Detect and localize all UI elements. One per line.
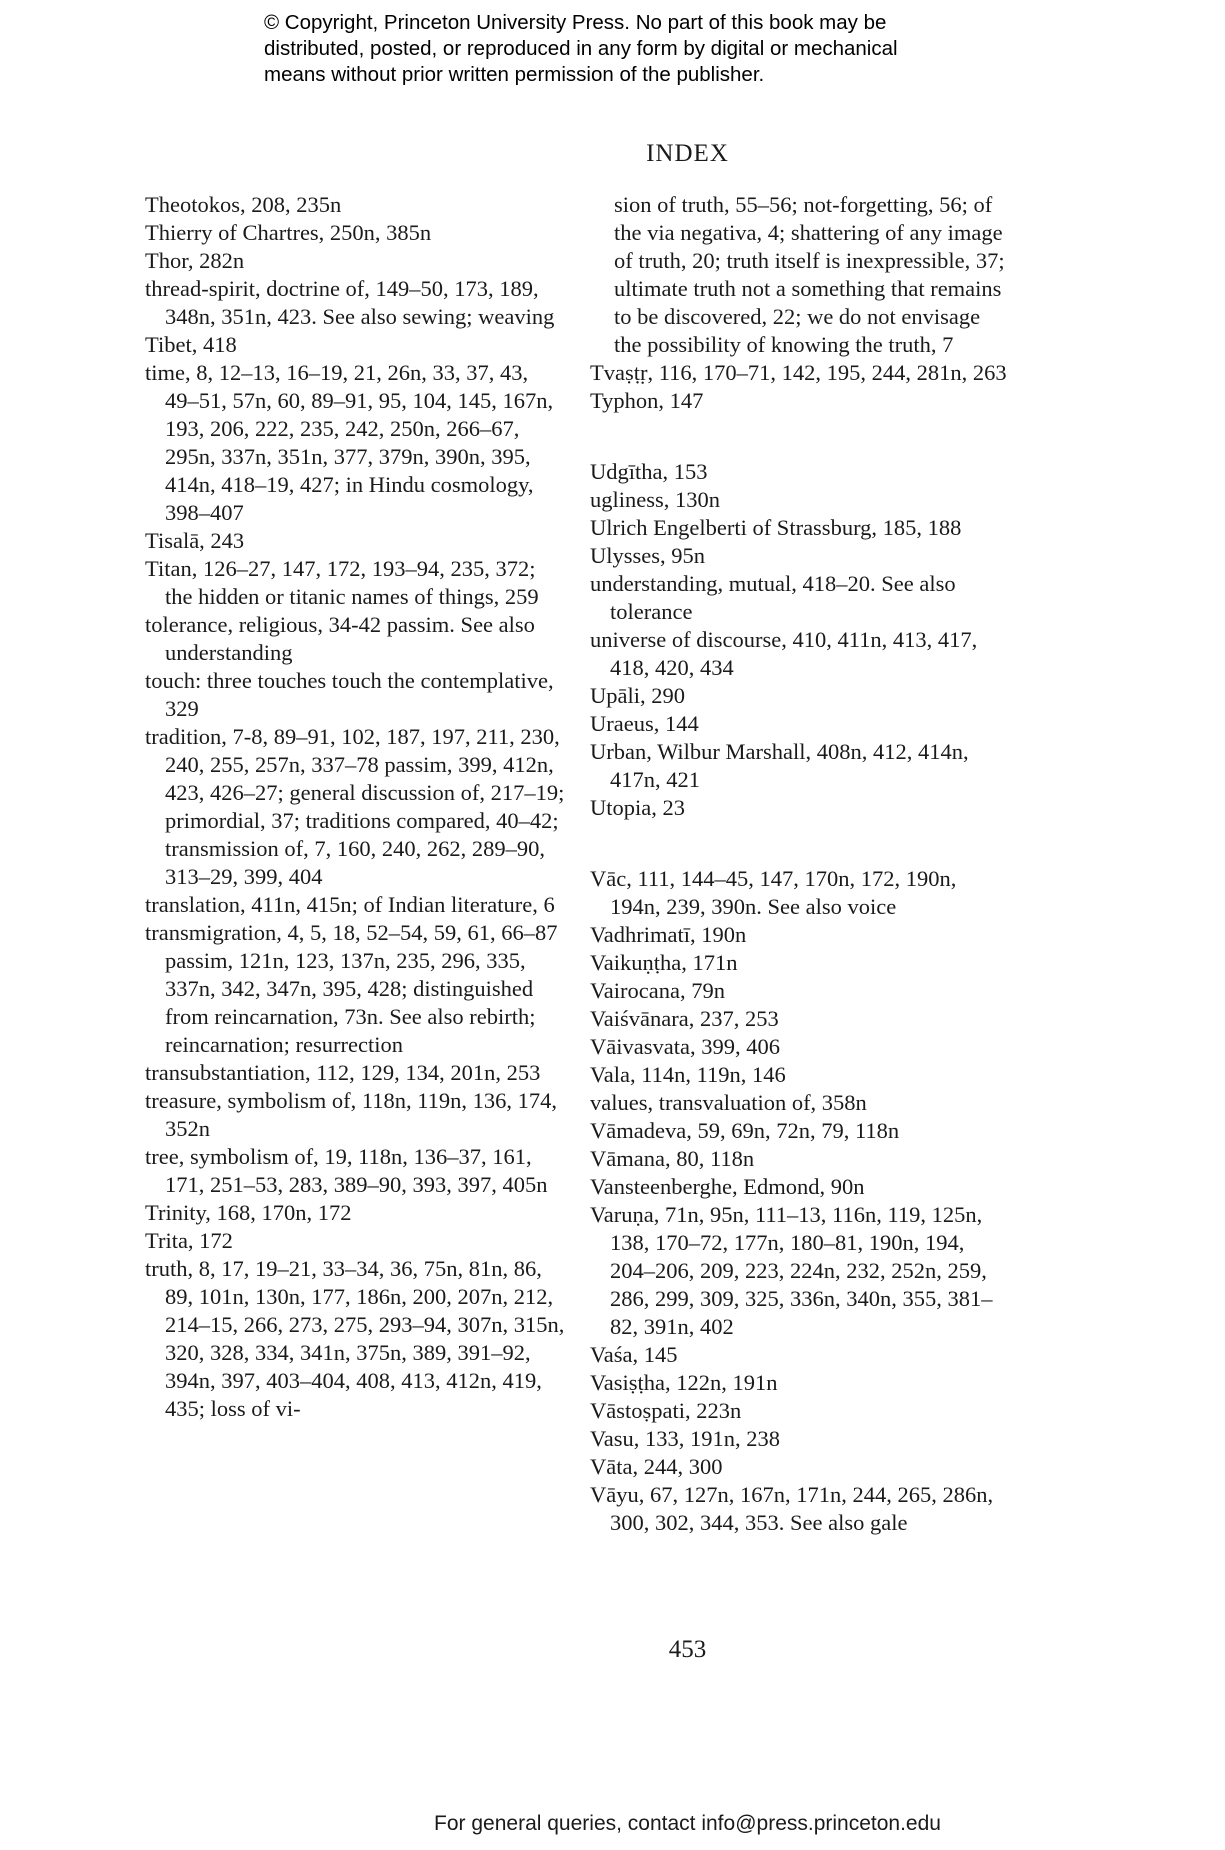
page-title: INDEX bbox=[646, 140, 729, 167]
index-entry: Vāta, 244, 300 bbox=[590, 1454, 723, 1479]
index-entry: Uraeus, 144 bbox=[590, 711, 699, 736]
index-entry: Trita, 172 bbox=[145, 1228, 233, 1253]
index-entry: Vasu, 133, 191n, 238 bbox=[590, 1426, 780, 1451]
copyright-line: distributed, posted, or reproduced in any form by digital or mechanical bbox=[264, 37, 898, 60]
index-entry-continuation: sion of truth, 55–56; not-forgetting, 56; of the via negativa, 4; shattering of any image of truth, 20; truth itself is inexpressible, 37; ultimate truth not a something that remains to be discovered, 22; we do not envisage the possibility of knowing the truth, 7 bbox=[614, 192, 1005, 357]
index-entry: treasure, symbolism of, 118n, 119n, 136, 174, 352n bbox=[145, 1088, 558, 1141]
index-entry: Tibet, 418 bbox=[145, 332, 237, 357]
footer-contact: For general queries, contact info@press.princeton.edu bbox=[434, 1812, 941, 1835]
index-entry: touch: three touches touch the contemplative, 329 bbox=[145, 668, 554, 721]
copyright-line: means without prior written permission of the publisher. bbox=[264, 63, 765, 86]
index-column-right bbox=[590, 191, 1010, 1537]
index-entry: Vaiśvānara, 237, 253 bbox=[590, 1006, 779, 1031]
index-entry: Vāmadeva, 59, 69n, 72n, 79, 118n bbox=[590, 1118, 900, 1143]
index-entry: Thor, 282n bbox=[145, 248, 245, 273]
index-entry: values, transvaluation of, 358n bbox=[590, 1090, 867, 1115]
index-entry: Thierry of Chartres, 250n, 385n bbox=[145, 220, 432, 245]
letter-group-break bbox=[590, 822, 1010, 865]
index-entry: Ulysses, 95n bbox=[590, 543, 706, 568]
index-entry: Vansteenberghe, Edmond, 90n bbox=[590, 1174, 865, 1199]
index-entry: Tvaṣṭṛ, 116, 170–71, 142, 195, 244, 281n, 263 bbox=[590, 360, 1007, 385]
index-entry: Vāc, 111, 144–45, 147, 170n, 172, 190n, 194n, 239, 390n. See also voice bbox=[590, 866, 957, 919]
index-entry: universe of discourse, 410, 411n, 413, 417, 418, 420, 434 bbox=[590, 627, 978, 680]
index-entry: Vāivasvata, 399, 406 bbox=[590, 1034, 780, 1059]
index-entry: Vaikuṇṭha, 171n bbox=[590, 950, 738, 975]
index-entry: Ulrich Engelberti of Strassburg, 185, 188 bbox=[590, 515, 962, 540]
index-entry: Typhon, 147 bbox=[590, 388, 704, 413]
index-entry: transmigration, 4, 5, 18, 52–54, 59, 61, 66–87 passim, 121n, 123, 137n, 235, 296, 335, 337n, 342, 347n, 395, 428; distinguished from reincarnation, 73n. See also rebirth; reincarnation; resurrection bbox=[145, 920, 558, 1057]
index-entry: translation, 411n, 415n; of Indian literature, 6 bbox=[145, 892, 555, 917]
index-entry: Utopia, 23 bbox=[590, 795, 685, 820]
index-entry: Vadhrimatī, 190n bbox=[590, 922, 747, 947]
copyright-notice bbox=[264, 10, 1024, 88]
index-entry: truth, 8, 17, 19–21, 33–34, 36, 75n, 81n, 86, 89, 101n, 130n, 177, 186n, 200, 207n, 212, 214–15, 266, 273, 275, 293–94, 307n, 315n, 320, 328, 334, 341n, 375n, 389, 391–92, 394n, 397, 403–404, 408, 413, 412n, 419, 435; loss of vi- bbox=[145, 1256, 565, 1421]
index-entry: tolerance, religious, 34-42 passim. See also understanding bbox=[145, 612, 535, 665]
index-entry: Vasiṣṭha, 122n, 191n bbox=[590, 1370, 778, 1395]
index-entry: Vāstoṣpati, 223n bbox=[590, 1398, 742, 1423]
index-entry: tree, symbolism of, 19, 118n, 136–37, 161, 171, 251–53, 283, 389–90, 393, 397, 405n bbox=[145, 1144, 548, 1197]
letter-group-break bbox=[590, 415, 1010, 458]
index-entry: Vāyu, 67, 127n, 167n, 171n, 244, 265, 286n, 300, 302, 344, 353. See also gale bbox=[590, 1482, 994, 1535]
index-entry: Titan, 126–27, 147, 172, 193–94, 235, 372; the hidden or titanic names of things, 259 bbox=[145, 556, 539, 609]
index-entry: Udgītha, 153 bbox=[590, 459, 708, 484]
index-entry: Vala, 114n, 119n, 146 bbox=[590, 1062, 786, 1087]
page-number: 453 bbox=[668, 1636, 707, 1663]
index-entry: Urban, Wilbur Marshall, 408n, 412, 414n, 417n, 421 bbox=[590, 739, 969, 792]
index-entry: ugliness, 130n bbox=[590, 487, 721, 512]
index-entry: Vairocana, 79n bbox=[590, 978, 725, 1003]
index-entry: transubstantiation, 112, 129, 134, 201n, 253 bbox=[145, 1060, 541, 1085]
index-entry: Varuṇa, 71n, 95n, 111–13, 116n, 119, 125n, 138, 170–72, 177n, 180–81, 190n, 194, 204–206, 209, 223, 224n, 232, 252n, 259, 286, 299, 309, 325, 336n, 340n, 355, 381–82, 391n, 402 bbox=[590, 1202, 993, 1339]
index-entry: Tisalā, 243 bbox=[145, 528, 245, 553]
copyright-line: © Copyright, Princeton University Press. No part of this book may be bbox=[264, 11, 887, 34]
index-column-left bbox=[145, 191, 565, 1423]
index-entry: Upāli, 290 bbox=[590, 683, 685, 708]
index-entry: Vaśa, 145 bbox=[590, 1342, 678, 1367]
index-entry: tradition, 7-8, 89–91, 102, 187, 197, 211, 230, 240, 255, 257n, 337–78 passim, 399, 412n, 423, 426–27; general discussion of, 217–19; primordial, 37; traditions compared, 40–42; transmission of, 7, 160, 240, 262, 289–90, 313–29, 399, 404 bbox=[145, 724, 565, 889]
index-entry: Trinity, 168, 170n, 172 bbox=[145, 1200, 352, 1225]
index-entry: understanding, mutual, 418–20. See also tolerance bbox=[590, 571, 956, 624]
index-entry: time, 8, 12–13, 16–19, 21, 26n, 33, 37, 43, 49–51, 57n, 60, 89–91, 95, 104, 145, 167n, 193, 206, 222, 235, 242, 250n, 266–67, 295n, 337n, 351n, 377, 379n, 390n, 395, 414n, 418–19, 427; in Hindu cosmology, 398–407 bbox=[145, 360, 554, 525]
index-entry: thread-spirit, doctrine of, 149–50, 173, 189, 348n, 351n, 423. See also sewing; weaving bbox=[145, 276, 555, 329]
index-entry: Vāmana, 80, 118n bbox=[590, 1146, 755, 1171]
index-entry: Theotokos, 208, 235n bbox=[145, 192, 342, 217]
